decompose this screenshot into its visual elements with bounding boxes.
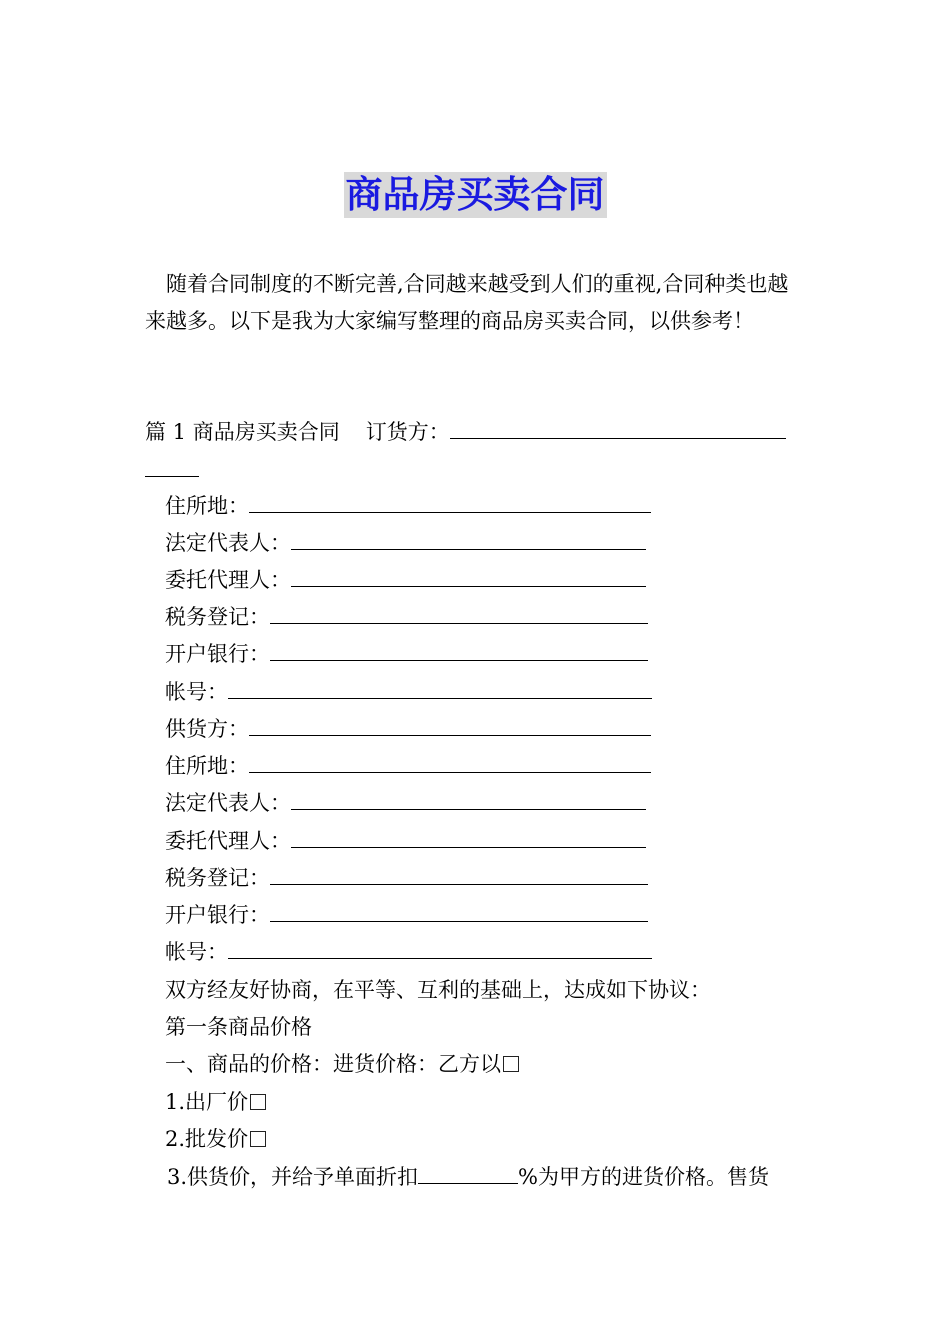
field-label: 税务登记： <box>165 866 270 890</box>
orderer-blank[interactable] <box>450 416 786 439</box>
field-blank[interactable] <box>291 825 646 848</box>
field-label: 委托代理人： <box>165 568 291 592</box>
supplier-blank[interactable] <box>249 713 651 736</box>
agreement-statement: 双方经友好协商，在平等、互利的基础上，达成如下协议： <box>165 978 711 1002</box>
section-heading: 篇 1 商品房买卖合同 <box>145 420 340 444</box>
field-blank[interactable] <box>291 527 646 550</box>
field-blank[interactable] <box>249 750 651 773</box>
orderer-label: 订货方： <box>365 420 450 444</box>
orderer-blank-overflow[interactable] <box>145 454 199 477</box>
option-label: 2.批发价 <box>165 1127 249 1151</box>
field-label: 住所地： <box>165 754 249 778</box>
orderer-field-account <box>165 676 652 707</box>
field-label: 开户银行： <box>165 642 270 666</box>
field-blank[interactable] <box>228 936 652 959</box>
option-label-suffix: %为甲方的进货价格。售货 <box>518 1165 769 1189</box>
field-blank[interactable] <box>249 490 651 513</box>
supplier-field-bank <box>165 899 648 930</box>
field-label: 帐号： <box>165 680 228 704</box>
section-heading-line <box>145 416 786 447</box>
field-label: 法定代表人： <box>165 791 291 815</box>
field-blank[interactable] <box>270 899 648 922</box>
supplier-field-agent <box>165 825 646 856</box>
article-1-heading: 第一条商品价格 <box>165 1015 312 1039</box>
supplier-line <box>165 713 651 744</box>
checkbox-icon[interactable] <box>250 1094 266 1110</box>
field-blank[interactable] <box>228 676 652 699</box>
orderer-field-bank <box>165 638 648 669</box>
field-blank[interactable] <box>291 564 646 587</box>
document-title <box>0 172 950 218</box>
checkbox-icon[interactable] <box>250 1131 266 1147</box>
checkbox-icon[interactable] <box>503 1056 519 1072</box>
supplier-field-account <box>165 936 652 967</box>
option-supply-price <box>167 1161 769 1192</box>
field-label: 帐号： <box>165 940 228 964</box>
field-blank[interactable] <box>291 787 646 810</box>
field-blank[interactable] <box>270 601 648 624</box>
field-label: 税务登记： <box>165 605 270 629</box>
field-label: 法定代表人： <box>165 531 291 555</box>
price-line <box>165 1049 519 1079</box>
option-factory-price <box>165 1087 266 1117</box>
discount-blank[interactable] <box>418 1161 518 1184</box>
orderer-blank-continued <box>145 454 199 485</box>
orderer-field-tax <box>165 601 648 632</box>
supplier-label: 供货方： <box>165 717 249 741</box>
supplier-field-legal-rep <box>165 787 646 818</box>
intro-paragraph: 随着合同制度的不断完善,合同越来越受到人们的重视,合同种类也越来越多。以下是我为大家编写整理的商品房买卖合同，以供参考！ <box>145 272 789 333</box>
option-label: 1.出厂价 <box>165 1090 249 1114</box>
orderer-field-agent <box>165 564 646 595</box>
supplier-field-tax <box>165 862 648 893</box>
field-label: 开户银行： <box>165 903 270 927</box>
option-label: 3.供货价，并给予单面折扣 <box>167 1165 419 1189</box>
title-text: 商品房买卖合同 <box>345 173 605 216</box>
field-blank[interactable] <box>270 862 648 885</box>
field-label: 住所地： <box>165 494 249 518</box>
supplier-field-address <box>165 750 651 781</box>
field-blank[interactable] <box>270 638 648 661</box>
orderer-field-legal-rep <box>165 527 646 558</box>
price-line-text: 一、商品的价格：进货价格：乙方以 <box>165 1052 501 1076</box>
field-label: 委托代理人： <box>165 829 291 853</box>
orderer-field-address <box>165 490 651 521</box>
option-wholesale-price <box>165 1124 266 1154</box>
